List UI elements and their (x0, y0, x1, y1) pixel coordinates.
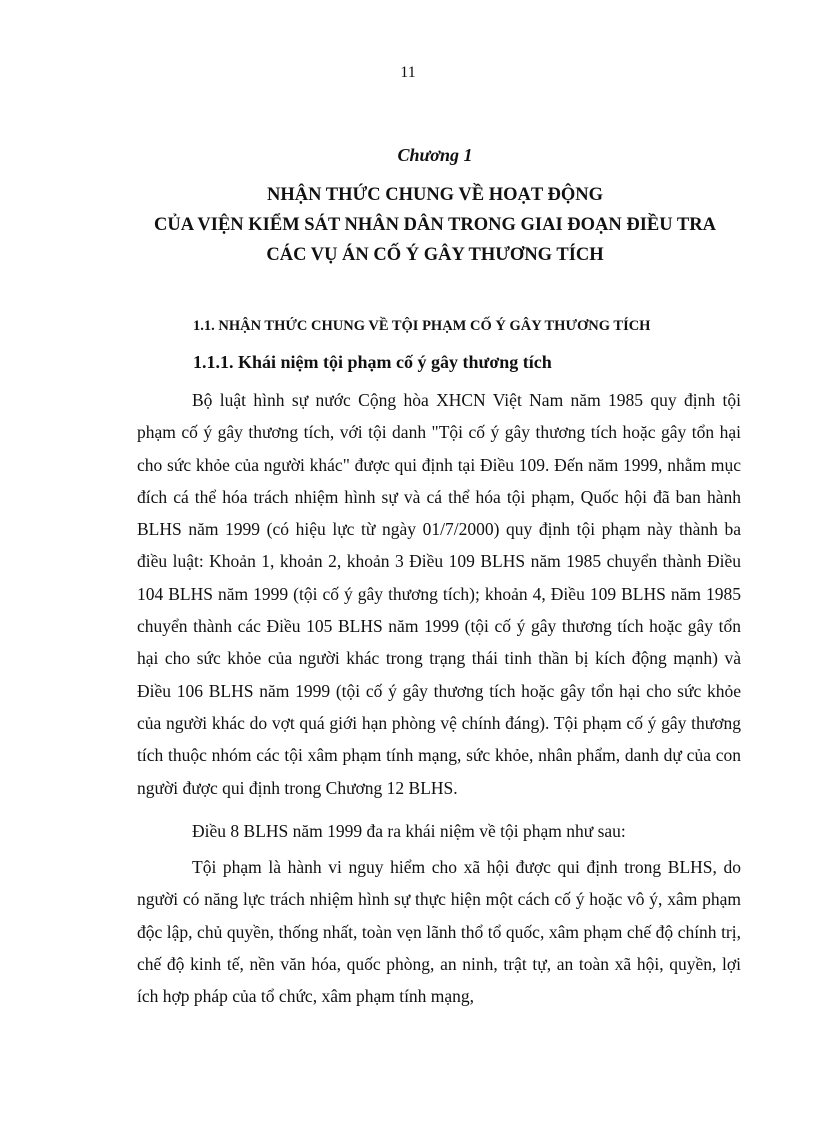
section-heading: 1.1. NHẬN THỨC CHUNG VỀ TỘI PHẠM CỐ Ý GÂY THƯƠNG TÍCH (193, 318, 651, 334)
chapter-title-line-3: CÁC VỤ ÁN CỐ Ý GÂY THƯƠNG TÍCH (266, 245, 604, 265)
body-paragraph-2: Điều 8 BLHS năm 1999 đa ra khái niệm về tội phạm như sau: (192, 821, 626, 841)
body-paragraph-1: Bộ luật hình sự nước Cộng hòa XHCN Việt Nam năm 1985 quy định tội phạm cố ý gây thương tích, với tội danh "Tội cố ý gây thương tích hoặc gây tổn hại cho sức khỏe của người khác" được qui định tại Điều 109. Đến năm 1999, nhằm mục đích cá thể hóa trách nhiệm hình sự và cá thể hóa tội phạm, Quốc hội đã ban hành BLHS năm 1999 (có hiệu lực từ ngày 01/7/2000) quy định tội phạm này thành ba điều luật: Khoản 1, khoản 2, khoản 3 Điều 109 BLHS năm 1985 chuyển thành Điều 104 BLHS năm 1999 (tội cố ý gây thương tích); khoản 4, Điều 109 BLHS năm 1985 chuyển thành các Điều 105 BLHS năm 1999 (tội cố ý gây thương tích hoặc gây tổn hại cho sức khỏe của người khác trong trạng thái tinh thần bị kích động mạnh) và Điều 106 BLHS năm 1999 (tội cố ý gây thương tích hoặc gây tổn hại cho sức khỏe của người khác do vợt quá giới hạn phòng vệ chính đáng). Tội phạm cố ý gây thương tích thuộc nhóm các tội xâm phạm tính mạng, sức khỏe, nhân phẩm, danh dự của con người được qui định trong Chương 12 BLHS. (137, 390, 741, 798)
body-paragraph-3: Tội phạm là hành vi nguy hiểm cho xã hội được qui định trong BLHS, do người có năng lực trách nhiệm hình sự thực hiện một cách cố ý hoặc vô ý, xâm phạm độc lập, chủ quyền, thống nhất, toàn vẹn lãnh thổ tổ quốc, xâm phạm chế độ chính trị, chế độ kinh tế, nền văn hóa, quốc phòng, an ninh, trật tự, an toàn xã hội, quyền, lợi ích hợp pháp của tổ chức, xâm phạm tính mạng, (137, 857, 741, 1007)
chapter-title (130, 180, 740, 270)
chapter-title-line-2: CỦA VIỆN KIỂM SÁT NHÂN DÂN TRONG GIAI ĐOẠN ĐIỀU TRA (154, 215, 716, 235)
page-number: 11 (400, 64, 416, 81)
subsection-heading: 1.1.1. Khái niệm tội phạm cố ý gây thương tích (193, 352, 552, 372)
chapter-title-line-1: NHẬN THỨC CHUNG VỀ HOẠT ĐỘNG (267, 185, 603, 205)
chapter-label: Chương 1 (397, 145, 473, 165)
